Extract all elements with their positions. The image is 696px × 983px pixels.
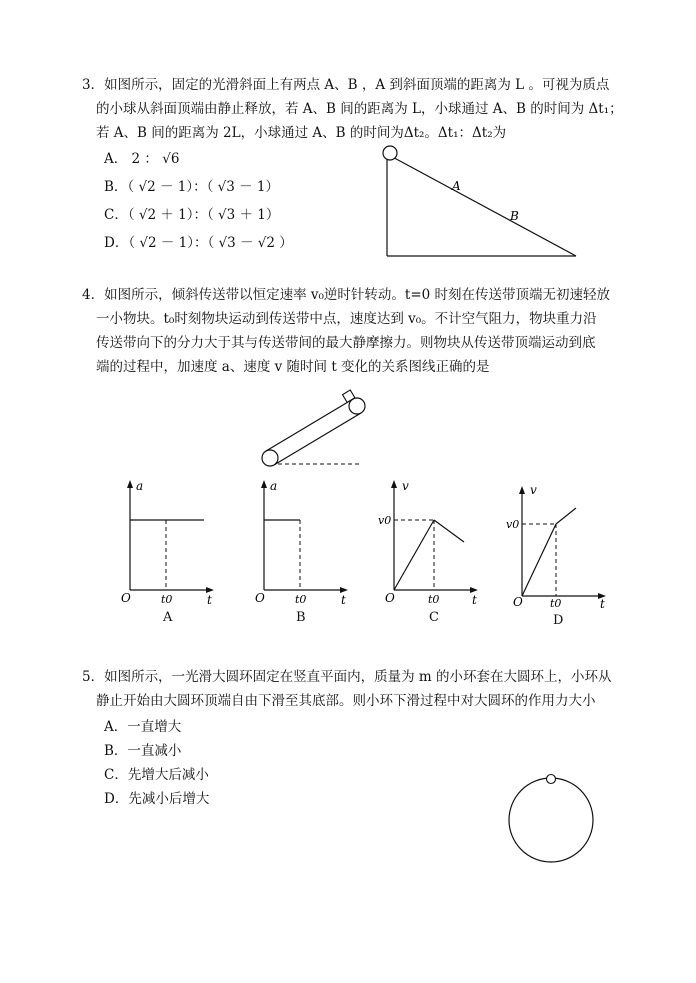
graph-b-t0: t0	[295, 593, 307, 606]
graph-c	[376, 478, 486, 608]
q3-line-1: 3．如图所示，固定的光滑斜面上有两点 A、B ，A 到斜面顶端的距离为 L 。可视为质点	[82, 77, 610, 93]
small-ring	[547, 775, 556, 784]
q3-line-2: 的小球从斜面顶端由静止释放，若 A、B 间的距离为 L，小球通过 A、B 的时间为 Δt₁；	[96, 101, 623, 117]
q3-line-3: 若 A、B 间的距离为 2L，小球通过 A、B 的时间为Δt₂。Δt₁：Δt₂为	[96, 125, 507, 141]
graph-b-yaxis: a	[270, 479, 278, 493]
graph-b-origin: O	[255, 591, 265, 605]
graph-d-origin: O	[513, 595, 523, 609]
q3-option-b: B．（ √2 － 1）：（ √3 － 1）	[104, 179, 279, 195]
graph-d	[504, 482, 614, 612]
ring-diagram	[506, 770, 598, 866]
graph-a-origin: O	[121, 591, 131, 605]
q5-option-d: D．先减小后增大	[104, 791, 210, 807]
point-b-label: B	[510, 209, 519, 223]
graph-d-letter: D	[553, 613, 564, 628]
q5-line-2: 静止开始由大圆环顶端自由下滑至其底部。则小环下滑过程中对大圆环的作用力大小	[96, 693, 596, 709]
q4-line-3: 传送带向下的分力大于其与传送带间的最大静摩擦力。则物块从传送带顶端运动到底	[96, 335, 596, 351]
graph-c-t0: t0	[428, 593, 440, 606]
point-a-label: A	[452, 179, 461, 193]
graph-c-v0: v0	[378, 514, 392, 527]
graph-b-letter: B	[296, 610, 306, 625]
graph-a	[118, 478, 218, 608]
graph-d-xaxis: t	[600, 597, 605, 611]
graph-b-xaxis: t	[341, 593, 346, 607]
q5-line-1: 5．如图所示，一光滑大圆环固定在竖直平面内，质量为 m 的小环套在大圆环上，小环从	[82, 669, 612, 685]
q5-option-a: A．一直增大	[104, 719, 182, 735]
q4-line-1: 4．如图所示，倾斜传送带以恒定速率 v₀逆时针转动。t=0 时刻在传送带顶端无初速轻放	[82, 287, 611, 303]
graph-c-letter: C	[429, 610, 439, 625]
q3-option-c: C．（ √2 ＋ 1）：（ √3 ＋ 1）	[104, 207, 280, 223]
large-ring	[509, 778, 593, 862]
graph-d-v0: v0	[506, 518, 520, 531]
graph-a-yaxis: a	[136, 479, 144, 493]
graph-c-xaxis: t	[472, 593, 477, 607]
graph-d-yaxis: v	[530, 483, 537, 497]
graph-c-origin: O	[385, 591, 395, 605]
graph-a-xaxis: t	[207, 593, 212, 607]
graph-a-t0: t0	[161, 593, 173, 606]
graph-c-yaxis: v	[402, 479, 409, 493]
graph-d-t0: t0	[550, 597, 562, 610]
q3-option-d: D．（ √2 － 1）：（ √3 － √2 ）	[104, 235, 293, 251]
q5-option-c: C．先增大后减小	[104, 767, 209, 783]
ball	[383, 146, 397, 160]
incline-diagram	[376, 140, 586, 260]
conveyor-belt-diagram	[256, 388, 366, 470]
q5-option-b: B．一直减小	[104, 743, 182, 759]
graph-a-letter: A	[163, 610, 173, 625]
q3-option-a: A． 2 ： √6	[104, 151, 180, 167]
q4-line-4: 端的过程中，加速度 a、速度 v 随时间 t 变化的关系图线正确的是	[96, 359, 490, 375]
graph-b	[252, 478, 352, 608]
q4-line-2: 一小物块。t₀时刻物块运动到传送带中点，速度达到 v₀。不计空气阻力，物块重力沿	[96, 311, 597, 327]
